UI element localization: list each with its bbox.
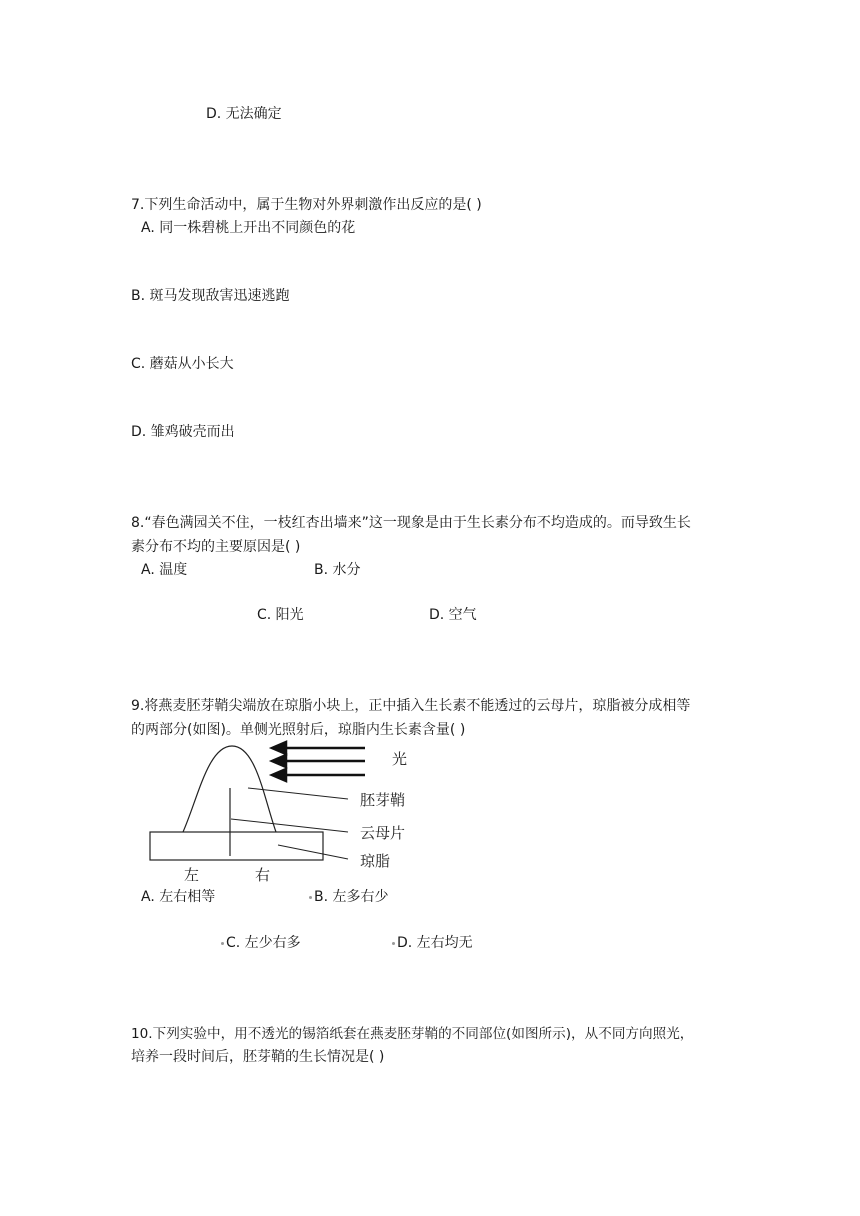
- q10-stem-line2: 培养一段时间后，胚芽鞘的生长情况是( ): [131, 1049, 385, 1065]
- label-light: 光: [392, 750, 408, 768]
- q8-stem-line1: 8.“春色满园关不住，一枝红杏出墙来”这一现象是由于生长素分布不均造成的。而导致生长: [131, 515, 691, 531]
- label-agar: 琼脂: [360, 852, 391, 870]
- q9-stem-line1: 9.将燕麦胚芽鞘尖端放在琼脂小块上，正中插入生长素不能透过的云母片，琼脂被分成相等: [131, 698, 691, 714]
- bullet-dot: [309, 896, 312, 899]
- q8-stem-line2: 素分布不均的主要原因是( ): [131, 539, 301, 555]
- q7-option-c: C. 蘑菇从小长大: [131, 356, 234, 372]
- q8-option-a: A. 温度: [141, 562, 188, 578]
- agar-block: [150, 832, 323, 860]
- label-right: 右: [255, 866, 271, 884]
- coleoptile-diagram: [140, 738, 420, 888]
- q9-option-d-wrap: [392, 933, 473, 953]
- q7-option-a: A. 同一株碧桃上开出不同颜色的花: [141, 220, 356, 236]
- q9-option-b: B. 左多右少: [314, 889, 389, 905]
- label-left: 左: [184, 866, 200, 884]
- bullet-dot: [221, 942, 224, 945]
- label-mica: 云母片: [360, 824, 406, 842]
- q8-option-d: D. 空气: [429, 607, 477, 623]
- label-coleoptile: 胚芽鞘: [360, 791, 406, 809]
- q7-stem: 7.下列生命活动中，属于生物对外界刺激作出反应的是( ): [131, 197, 482, 213]
- q9-option-b-wrap: [309, 887, 389, 907]
- light-arrows: [272, 742, 365, 781]
- q6-option-d: D. 无法确定: [206, 106, 282, 122]
- q7-option-b: B. 斑马发现敌害迅速逃跑: [131, 288, 290, 304]
- q10-stem-line1: 10.下列实验中，用不透光的锡箔纸套在燕麦胚芽鞘的不同部位(如图所示)，从不同方向照光，: [131, 1026, 694, 1042]
- q9-option-a: A. 左右相等: [141, 889, 216, 905]
- q9-option-d: D. 左右均无: [397, 935, 473, 951]
- q8-option-b: B. 水分: [314, 562, 361, 578]
- q9-option-c: C. 左少右多: [226, 935, 301, 951]
- q8-option-c: C. 阳光: [257, 607, 304, 623]
- q9-option-c-wrap: [221, 933, 301, 953]
- bullet-dot: [392, 942, 395, 945]
- q9-stem-line2: 的两部分(如图)。单侧光照射后，琼脂内生长素含量( ): [131, 722, 466, 738]
- q7-option-d: D. 雏鸡破壳而出: [131, 424, 235, 440]
